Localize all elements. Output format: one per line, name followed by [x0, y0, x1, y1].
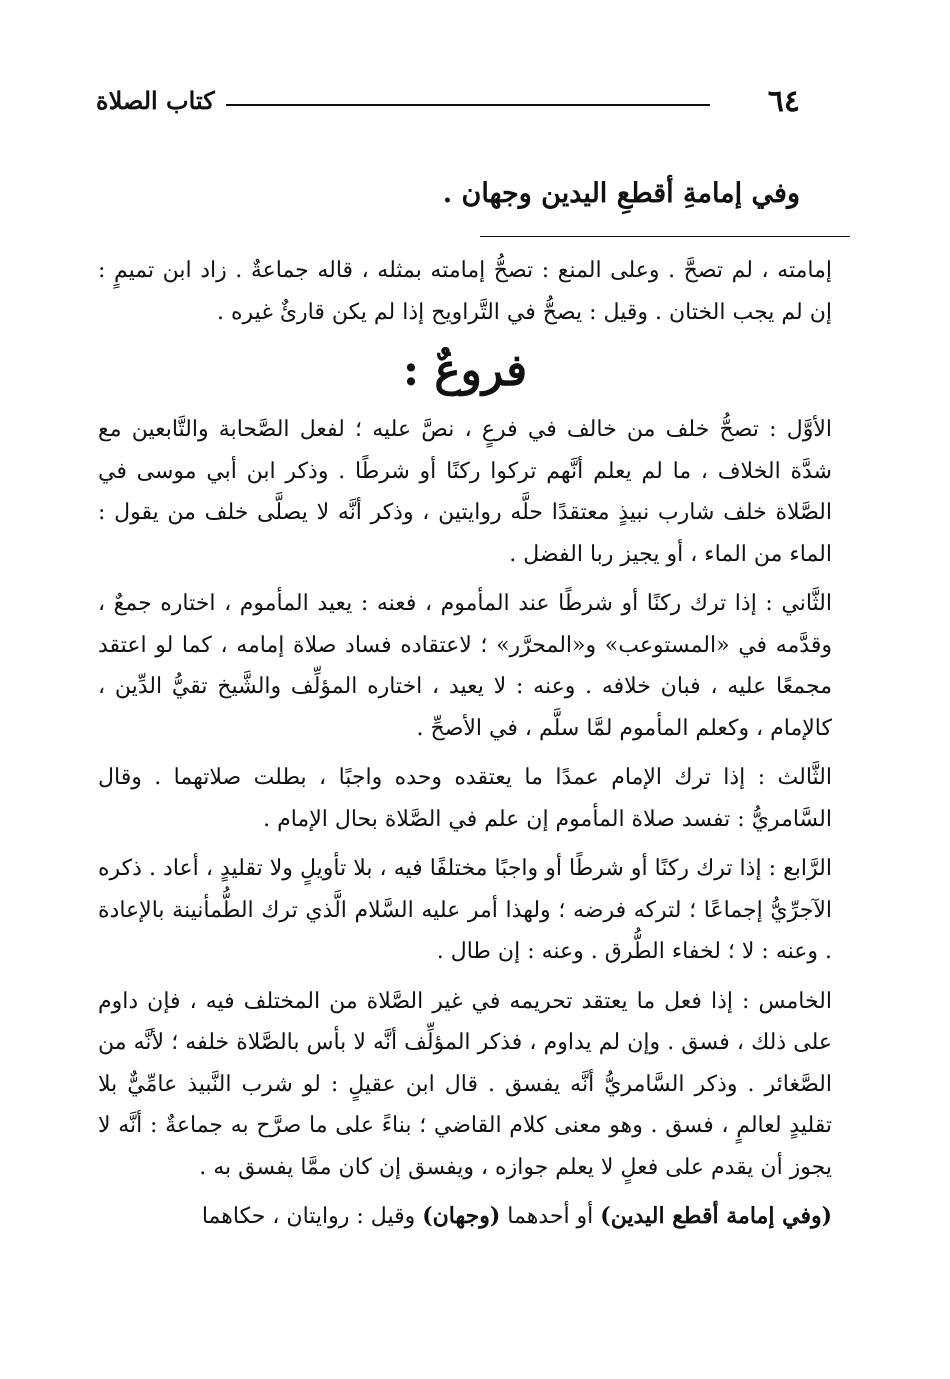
- paragraph-fifth: الخامس : إذا فعل ما يعتقد تحريمه في غير الصَّلاة من المختلف فيه ، فإن داوم على ذلك ، فسق . وإن لم يداوم ، فذكر المؤلِّف أنَّه لا بأس بالصَّلاة خلفه ؛ لأنَّه من الصَّغائر . وذكر السَّامريُّ أنَّه يفسق . قال ابن عقيلٍ : لو شرب النَّبيذ عامِّيٌّ بلا تقليدٍ لعالمٍ ، فسق . وهو معنى كلام القاضي ؛ بناءً على ما صرَّح به جماعةٌ : أنَّه لا يجوز أن يقدم على فعلٍ لا يعلم جوازه ، ويفسق إن كان ممَّا يفسق به .: [98, 988, 832, 1180]
- paragraph-first: الأوَّل : تصحُّ خلف من خالف في فرعٍ ، نصَّ عليه ؛ لفعل الصَّحابة والتَّابعين مع شدَّة الخلاف ، ما لم يعلم أنَّهم تركوا ركنًا أو شرطًا . وذكر ابن أبي موسى في الصَّلاة خلف شارب نبيذٍ معتقدًا حلَّه روايتين ، وذكر أنَّه لا يصلَّى خلف من يقول : الماء من الماء ، أو يجيز ربا الفضل .: [98, 417, 832, 567]
- paragraph-last: [98, 1196, 832, 1238]
- commentary-body: [98, 250, 832, 1246]
- book-title: كتاب الصلاة: [96, 86, 215, 115]
- page-header: [96, 84, 800, 124]
- header-rule: [226, 104, 710, 106]
- quote-matn-2: (وجهان): [422, 1203, 501, 1229]
- furu-heading: فروعٌ :: [402, 345, 528, 396]
- paragraph-second: الثَّاني : إذا ترك ركنًا أو شرطًا عند المأموم ، فعنه : يعيد المأموم ، اختاره جمعٌ ، وقدَّمه في «المستوعب» و«المحرَّر» ؛ لاعتقاده فساد صلاة إمامه ، كما لو اعتقد مجمعًا عليه ، فبان خلافه . وعنه : لا يعيد ، اختاره المؤلِّف والشَّيخ تقيُّ الدِّين ، كالإمام ، وكعلم المأموم لمَّا سلَّم ، في الأصحِّ .: [98, 591, 832, 741]
- matn-separator: [480, 236, 850, 237]
- intro-paragraph: إمامته ، لم تصحَّ . وعلى المنع : تصحُّ إمامته بمثله ، قاله جماعةٌ . زاد ابن تميمٍ : إن لم يجب الختان . وقيل : يصحُّ في التَّراويح إذا لم يكن قارئٌ غيره .: [98, 258, 832, 325]
- last-text-1: أو أحدهما: [500, 1204, 601, 1229]
- quote-matn-1: (وفي إمامة أقطع اليدين): [600, 1203, 832, 1229]
- matn-text: وفي إمامةِ أقطعِ اليدين وجهان .: [442, 178, 800, 209]
- paragraph-third: الثَّالث : إذا ترك الإمام عمدًا ما يعتقده وحده واجبًا ، بطلت صلاتهما . وقال السَّامريُّ : تفسد صلاة المأموم إن علم في الصَّلاة بحال الإمام .: [98, 765, 832, 832]
- paragraph-fourth: الرَّابع : إذا ترك ركنًا أو شرطًا أو واجبًا مختلفًا فيه ، بلا تأويلٍ ولا تقليدٍ ، أعاد . ذكره الآجرِّيُّ إجماعًا ؛ لتركه فرضه ؛ ولهذا أمر عليه السَّلام الَّذي ترك الطُّمأنينة بالإعادة . وعنه : لا ؛ لخفاء الطُّرق . وعنه : إن طال .: [98, 856, 832, 964]
- page-number: ٦٤: [767, 84, 800, 119]
- last-text-2: وقيل : روايتان ، حكاهما: [201, 1204, 423, 1229]
